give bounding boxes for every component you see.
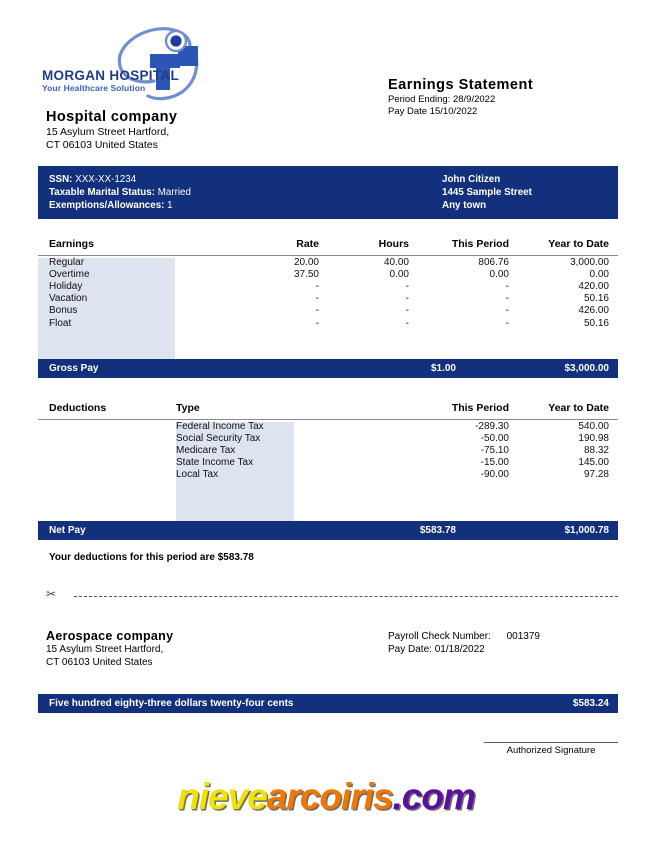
earning-hours: - — [405, 317, 409, 329]
marital-status-label: Taxable Marital Status: — [49, 187, 155, 199]
earning-name: Bonus — [49, 305, 78, 317]
col-rate: Rate — [223, 236, 328, 256]
document-header — [0, 0, 652, 160]
deductions-table — [38, 400, 618, 481]
earning-name: Float — [49, 317, 72, 329]
amount-in-words-band — [38, 694, 618, 713]
employee-address-line2: Any town — [442, 200, 487, 212]
watermark-part2: arcoiris — [266, 776, 393, 817]
earning-rate: 37.50 — [293, 268, 319, 280]
table-row — [38, 280, 618, 292]
earning-rate: - — [315, 293, 319, 305]
earning-this-period: - — [505, 317, 509, 329]
check-number-value: 001379 — [506, 631, 540, 642]
earning-ytd: 0.00 — [589, 268, 609, 280]
site-watermark — [0, 775, 652, 819]
net-pay-this-period: $583.78 — [419, 525, 456, 536]
net-pay-band — [38, 521, 618, 540]
earnings-header-row — [38, 236, 618, 256]
deduction-type: Local Tax — [176, 469, 219, 481]
page-title: Earnings Statement — [388, 77, 534, 93]
table-row — [38, 420, 618, 433]
earning-ytd: 50.16 — [583, 293, 609, 305]
deduction-ytd: 97.28 — [583, 469, 609, 481]
table-row — [38, 256, 618, 269]
employee-address-line1: 1445 Sample Street — [442, 187, 532, 199]
earning-ytd: 420.00 — [578, 280, 609, 292]
logo-name: MORGAN HOSPITAL — [42, 68, 179, 83]
earning-rate: - — [315, 305, 319, 317]
deduction-this-period: -90.00 — [480, 469, 509, 481]
gross-pay-label: Gross Pay — [49, 363, 99, 374]
table-row — [38, 432, 618, 444]
check-number-row — [388, 630, 540, 643]
deductions-header-row — [38, 400, 618, 420]
deduction-ytd: 190.98 — [578, 432, 609, 444]
earning-rate: 20.00 — [293, 256, 319, 268]
col-deductions: Deductions — [38, 400, 176, 420]
gross-pay-this-period: $1.00 — [430, 363, 456, 374]
net-pay-label: Net Pay — [49, 525, 86, 536]
check-company-address-line1: 15 Asylum Street Hartford, — [46, 644, 164, 655]
deduction-ytd: 88.32 — [583, 444, 609, 456]
ssn-value: XXX-XX-1234 — [75, 174, 137, 185]
earning-rate: - — [315, 317, 319, 329]
deduction-ytd: 145.00 — [578, 457, 609, 469]
employer-address-line2: CT 06103 United States — [46, 139, 158, 151]
table-row — [38, 268, 618, 280]
cut-line — [46, 586, 618, 604]
scissors-icon: ✂ — [46, 587, 57, 601]
deduction-spacer — [38, 444, 176, 456]
earning-hours: 40.00 — [383, 256, 409, 268]
pay-date: Pay Date 15/10/2022 — [388, 106, 478, 117]
col-earnings: Earnings — [38, 236, 223, 256]
earning-this-period: - — [505, 280, 509, 292]
earning-this-period: 806.76 — [478, 256, 509, 268]
earning-this-period: - — [505, 305, 509, 317]
deduction-this-period: -75.10 — [480, 444, 509, 456]
deduction-type: Social Security Tax — [176, 432, 261, 444]
check-pay-date: Pay Date: 01/18/2022 — [388, 644, 485, 655]
dashed-divider — [74, 596, 618, 597]
logo-tagline: Your Healthcare Solution — [42, 83, 146, 93]
table-row — [38, 457, 618, 469]
col-ded-ytd: Year to Date — [518, 400, 618, 420]
company-logo — [40, 24, 340, 114]
deduction-spacer — [38, 457, 176, 469]
employee-info-band — [38, 166, 618, 219]
check-company-info — [46, 628, 173, 669]
marital-status-value: Married — [157, 187, 191, 199]
earning-name: Holiday — [49, 280, 83, 292]
deduction-type: Federal Income Tax — [176, 420, 264, 432]
earning-name: Vacation — [49, 293, 88, 305]
earning-hours: - — [405, 280, 409, 292]
check-meta — [388, 630, 540, 656]
earning-this-period: 0.00 — [489, 268, 509, 280]
watermark-part3: .com — [392, 776, 475, 817]
earning-ytd: 426.00 — [578, 305, 609, 317]
earning-rate: - — [315, 280, 319, 292]
earning-ytd: 50.16 — [583, 317, 609, 329]
deduction-this-period: -50.00 — [480, 432, 509, 444]
logo-wordmark — [42, 68, 179, 94]
deduction-ytd: 540.00 — [578, 420, 609, 432]
gross-pay-ytd: $3,000.00 — [564, 363, 609, 374]
earnings-section — [38, 236, 618, 329]
earnings-body — [38, 256, 618, 330]
deduction-spacer — [38, 432, 176, 444]
deduction-type: State Income Tax — [176, 457, 254, 469]
table-row — [38, 293, 618, 305]
earning-ytd: 3,000.00 — [570, 256, 609, 268]
marital-status-row — [49, 186, 191, 199]
period-ending: Period Ending: 28/9/2022 — [388, 94, 496, 105]
col-this-period: This Period — [418, 236, 518, 256]
deduction-spacer — [38, 420, 176, 433]
deduction-note: Your deductions for this period are $583.78 — [49, 552, 254, 563]
ssn-label: SSN: — [49, 174, 73, 185]
earning-this-period: - — [505, 293, 509, 305]
employee-tax-details — [49, 173, 191, 213]
employer-address-line1: 15 Asylum Street Hartford, — [46, 126, 170, 138]
deduction-this-period: -289.30 — [475, 420, 509, 432]
earning-name: Regular — [49, 256, 85, 268]
watermark-part1: nieve — [177, 776, 267, 817]
earning-hours: - — [405, 293, 409, 305]
col-ded-this-period: This Period — [418, 400, 518, 420]
table-row — [38, 317, 618, 329]
deduction-type: Medicare Tax — [176, 444, 236, 456]
employer-name: Hospital company — [46, 109, 178, 125]
employee-name: John Citizen — [442, 174, 501, 185]
gross-pay-band — [38, 359, 618, 378]
table-row — [38, 305, 618, 317]
amount-in-words: Five hundred eighty-three dollars twenty-four cents — [49, 698, 294, 709]
deductions-body — [38, 420, 618, 481]
table-row — [38, 469, 618, 481]
deductions-section — [38, 400, 618, 481]
net-pay-ytd: $1,000.78 — [564, 525, 609, 536]
ssn-row — [49, 173, 191, 186]
signature-label: Authorized Signature — [506, 745, 596, 756]
employer-info — [46, 108, 177, 152]
earning-hours: 0.00 — [389, 268, 409, 280]
check-number-label: Payroll Check Number: — [388, 631, 491, 642]
col-type: Type — [176, 400, 418, 420]
amount-figures: $583.24 — [572, 698, 609, 709]
earning-hours: - — [405, 305, 409, 317]
earnings-table — [38, 236, 618, 329]
check-company-name: Aerospace company — [46, 629, 174, 643]
check-company-address-line2: CT 06103 United States — [46, 656, 153, 668]
exemptions-row — [49, 199, 191, 212]
earning-name: Overtime — [49, 268, 90, 280]
employee-address-block — [442, 173, 532, 213]
exemptions-value: 1 — [167, 200, 173, 212]
authorized-signature — [484, 742, 618, 756]
col-ytd: Year to Date — [518, 236, 618, 256]
exemptions-label: Exemptions/Allowances: — [49, 200, 165, 212]
deduction-spacer — [38, 469, 176, 481]
table-row — [38, 444, 618, 456]
statement-heading — [388, 76, 533, 118]
deduction-this-period: -15.00 — [480, 457, 509, 469]
col-hours: Hours — [328, 236, 418, 256]
